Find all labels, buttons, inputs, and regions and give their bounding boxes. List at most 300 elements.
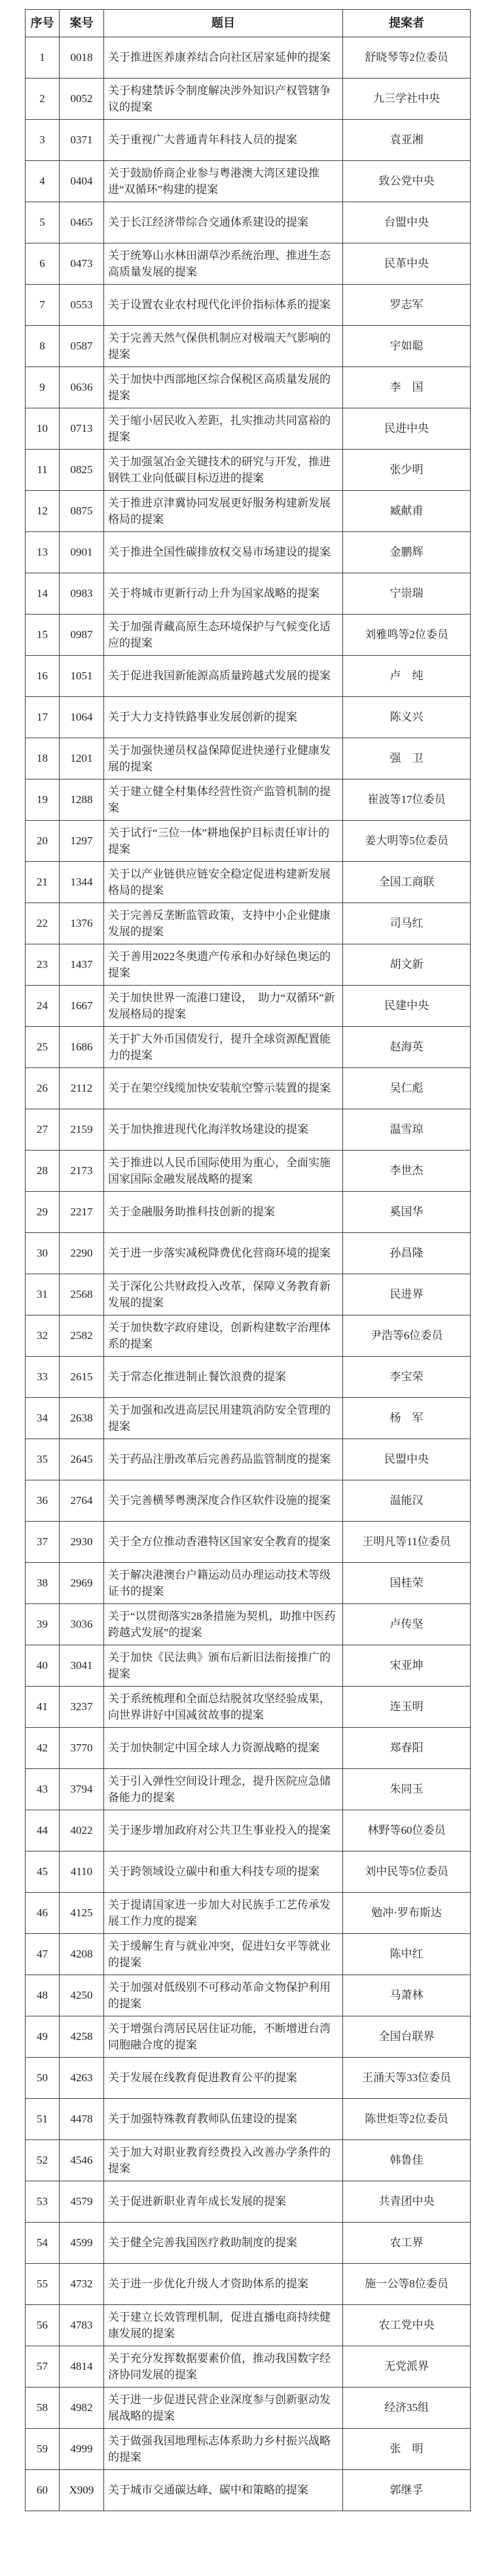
proposer-cell: 舒晓琴等2位委员 [343, 37, 471, 79]
proposer-cell: 宇如聪 [343, 326, 471, 367]
row-index-cell: 25 [26, 1027, 60, 1068]
proposer-cell: 温能汉 [343, 1480, 471, 1522]
proposal-title-cell: 关于全方位推动香港特区国家安全教育的提案 [104, 1522, 343, 1563]
case-number-cell: 2930 [60, 1522, 104, 1563]
table-row [26, 1522, 471, 1563]
proposer-cell: 张少明 [343, 450, 471, 491]
row-index-cell: 23 [26, 944, 60, 986]
row-index-cell: 8 [26, 326, 60, 367]
case-number-cell: 0371 [60, 120, 104, 161]
table-row [26, 1769, 471, 1810]
case-number-cell: 0465 [60, 202, 104, 243]
proposal-title-cell: 关于统筹山水林田湖草沙系统治理、推进生态高质量发展的提案 [104, 243, 343, 285]
proposal-title-cell: 关于促进我国新能源高质量跨越式发展的提案 [104, 656, 343, 697]
proposer-cell: 宋亚坤 [343, 1645, 471, 1687]
proposal-title-cell: 关于跨领域设立碳中和重大科技专项的提案 [104, 1851, 343, 1893]
proposer-cell: 民进界 [343, 1274, 471, 1315]
table-row [26, 2223, 471, 2264]
table-row [26, 367, 471, 408]
proposer-cell: 吴仁彪 [343, 1068, 471, 1109]
table-row [26, 862, 471, 903]
case-number-cell: 4783 [60, 2305, 104, 2346]
proposal-title-cell: 关于长江经济带综合交通体系建设的提案 [104, 202, 343, 243]
header-case-number: 案号 [60, 10, 104, 37]
proposal-title-cell: 关于加强快递员权益保障促进快递行业健康发展的提案 [104, 738, 343, 779]
row-index-cell: 32 [26, 1315, 60, 1357]
proposal-title-cell: 关于加强青藏高原生态环境保护与气候变化适应的提案 [104, 615, 343, 656]
proposal-title-cell: 关于加快推进现代化海洋牧场建设的提案 [104, 1109, 343, 1151]
row-index-cell: 60 [26, 2470, 60, 2511]
row-index-cell: 48 [26, 1975, 60, 2016]
row-index-cell: 22 [26, 903, 60, 944]
row-index-cell: 17 [26, 697, 60, 738]
case-number-cell: 2582 [60, 1315, 104, 1357]
proposer-cell: 陈世炬等2位委员 [343, 2099, 471, 2140]
row-index-cell: 44 [26, 1810, 60, 1851]
case-number-cell: 0987 [60, 615, 104, 656]
row-index-cell: 37 [26, 1522, 60, 1563]
proposer-cell: 勉冲·罗布斯达 [343, 1893, 471, 1934]
table-row [26, 450, 471, 491]
proposer-cell: 卢 纯 [343, 656, 471, 697]
proposer-cell: 民建中央 [343, 986, 471, 1027]
proposal-title-cell: 关于推进医养康养结合向社区居家延伸的提案 [104, 37, 343, 79]
table-row [26, 2264, 471, 2305]
row-index-cell: 7 [26, 285, 60, 326]
case-number-cell: 4732 [60, 2264, 104, 2305]
row-index-cell: 4 [26, 161, 60, 202]
proposal-title-cell: 关于系统梳理和全面总结脱贫攻坚经验成果，向世界讲好中国减贫故事的提案 [104, 1687, 343, 1728]
case-number-cell: 4982 [60, 2388, 104, 2429]
proposer-cell: 郭继孚 [343, 2470, 471, 2511]
proposal-title-cell: 关于构建禁诉令制度解决涉外知识产权管辖争议的提案 [104, 79, 343, 120]
proposal-title-cell: 关于进一步优化升级人才资助体系的提案 [104, 2264, 343, 2305]
proposer-cell: 民进中央 [343, 408, 471, 450]
row-index-cell: 56 [26, 2305, 60, 2346]
case-number-cell: 0553 [60, 285, 104, 326]
case-number-cell: 1344 [60, 862, 104, 903]
proposer-cell: 李 国 [343, 367, 471, 408]
table-row [26, 2346, 471, 2388]
proposal-title-cell: 关于加强对低级别不可移动革命文物保护利用的提案 [104, 1975, 343, 2016]
table-row [26, 1439, 471, 1480]
case-number-cell: 4208 [60, 1934, 104, 1975]
table-row [26, 1851, 471, 1893]
row-index-cell: 2 [26, 79, 60, 120]
proposer-cell: 刘中民等5位委员 [343, 1851, 471, 1893]
proposer-cell: 农工界 [343, 2223, 471, 2264]
proposal-title-cell: 关于加强和改进高层民用建筑消防安全管理的提案 [104, 1398, 343, 1439]
proposer-cell: 孙昌隆 [343, 1233, 471, 1274]
case-number-cell: 2764 [60, 1480, 104, 1522]
case-number-cell: 0636 [60, 367, 104, 408]
table-row [26, 656, 471, 697]
table-row [26, 2099, 471, 2140]
row-index-cell: 40 [26, 1645, 60, 1687]
proposal-title-cell: 关于进一步促进民营企业深度参与创新驱动发展战略的提案 [104, 2388, 343, 2429]
proposal-title-cell: 关于加快《民法典》颁布后新旧法衔接推广的提案 [104, 1645, 343, 1687]
proposal-title-cell: 关于以产业链供应链安全稳定促进构建新发展格局的提案 [104, 862, 343, 903]
table-row [26, 408, 471, 450]
row-index-cell: 9 [26, 367, 60, 408]
proposal-title-cell: 关于大力支持铁路事业发展创新的提案 [104, 697, 343, 738]
case-number-cell: 2290 [60, 1233, 104, 1274]
proposal-title-cell: 关于发展在线教育促进教育公平的提案 [104, 2058, 343, 2099]
row-index-cell: 47 [26, 1934, 60, 1975]
case-number-cell: 2159 [60, 1109, 104, 1151]
table-row [26, 2016, 471, 2058]
row-index-cell: 27 [26, 1109, 60, 1151]
row-index-cell: 54 [26, 2223, 60, 2264]
proposal-title-cell: 关于善用2022冬奥遗产传承和办好绿色奥运的提案 [104, 944, 343, 986]
row-index-cell: 41 [26, 1687, 60, 1728]
case-number-cell: 4579 [60, 2181, 104, 2223]
row-index-cell: 46 [26, 1893, 60, 1934]
table-row [26, 2388, 471, 2429]
header-title: 题目 [104, 10, 343, 37]
proposer-cell: 经济35组 [343, 2388, 471, 2429]
case-number-cell: 2217 [60, 1192, 104, 1233]
proposal-title-cell: 关于城市交通碳达峰、碳中和策略的提案 [104, 2470, 343, 2511]
proposer-cell: 王明凡等11位委员 [343, 1522, 471, 1563]
case-number-cell: 0018 [60, 37, 104, 79]
table-row [26, 1398, 471, 1439]
proposer-cell: 连玉明 [343, 1687, 471, 1728]
proposal-title-cell: 关于金融服务助推科技创新的提案 [104, 1192, 343, 1233]
header-index: 序号 [26, 10, 60, 37]
proposer-cell: 陈义兴 [343, 697, 471, 738]
row-index-cell: 15 [26, 615, 60, 656]
table-row [26, 2058, 471, 2099]
row-index-cell: 58 [26, 2388, 60, 2429]
table-row [26, 1810, 471, 1851]
case-number-cell: 4125 [60, 1893, 104, 1934]
proposer-cell: 九三学社中央 [343, 79, 471, 120]
proposer-cell: 司马红 [343, 903, 471, 944]
row-index-cell: 34 [26, 1398, 60, 1439]
proposer-cell: 无党派界 [343, 2346, 471, 2388]
table-row [26, 1233, 471, 1274]
table-row [26, 1480, 471, 1522]
case-number-cell: 1376 [60, 903, 104, 944]
proposer-cell: 全国台联界 [343, 2016, 471, 2058]
proposer-cell: 胡文新 [343, 944, 471, 986]
row-index-cell: 28 [26, 1151, 60, 1192]
proposal-title-cell: 关于将城市更新行动上升为国家战略的提案 [104, 573, 343, 615]
table-row [26, 1975, 471, 2016]
proposal-title-cell: 关于加快数字政府建设，创新构建数字治理体系的提案 [104, 1315, 343, 1357]
proposer-cell: 民盟中央 [343, 1439, 471, 1480]
proposal-title-cell: 关于进一步落实减税降费优化营商环境的提案 [104, 1233, 343, 1274]
table-row [26, 1934, 471, 1975]
proposer-cell: 强 卫 [343, 738, 471, 779]
proposal-title-cell: 关于解决港澳台户籍运动员办理运动技术等级证书的提案 [104, 1563, 343, 1604]
proposal-title-cell: 关于扩大外币国债发行，提升全球资源配置能力的提案 [104, 1027, 343, 1068]
case-number-cell: 0901 [60, 532, 104, 573]
proposal-title-cell: 关于加快中西部地区综合保税区高质量发展的提案 [104, 367, 343, 408]
case-number-cell: 0404 [60, 161, 104, 202]
row-index-cell: 5 [26, 202, 60, 243]
row-index-cell: 39 [26, 1604, 60, 1645]
proposal-title-cell: 关于建立长效管理机制，促进直播电商持续健康发展的提案 [104, 2305, 343, 2346]
proposal-title-cell: 关于建立健全村集体经营性资产监管机制的提案 [104, 779, 343, 821]
proposer-cell: 张 明 [343, 2429, 471, 2470]
proposer-cell: 温雪琼 [343, 1109, 471, 1151]
case-number-cell: 4599 [60, 2223, 104, 2264]
table-row [26, 491, 471, 532]
row-index-cell: 55 [26, 2264, 60, 2305]
case-number-cell: 0825 [60, 450, 104, 491]
row-index-cell: 53 [26, 2181, 60, 2223]
proposer-cell: 金鹏辉 [343, 532, 471, 573]
row-index-cell: 10 [26, 408, 60, 450]
proposal-title-cell: 关于推进以人民币国际使用为重心，全面实施国家国际金融发展战略的提案 [104, 1151, 343, 1192]
row-index-cell: 50 [26, 2058, 60, 2099]
table-row [26, 697, 471, 738]
table-row [26, 1274, 471, 1315]
table-row [26, 1728, 471, 1769]
proposal-title-cell: 关于做强我国地理标志体系助力乡村振兴战略的提案 [104, 2429, 343, 2470]
proposal-title-cell: 关于健全完善我国医疗救助制度的提案 [104, 2223, 343, 2264]
case-number-cell: 2112 [60, 1068, 104, 1109]
case-number-cell: 4814 [60, 2346, 104, 2388]
proposal-title-cell: 关于试行“三位一体”耕地保护目标责任审计的提案 [104, 821, 343, 862]
proposer-cell: 杨 军 [343, 1398, 471, 1439]
proposal-title-cell: 关于在架空线缆加快安装航空警示装置的提案 [104, 1068, 343, 1109]
row-index-cell: 13 [26, 532, 60, 573]
table-row [26, 2470, 471, 2511]
proposer-cell: 郑春阳 [343, 1728, 471, 1769]
proposer-cell: 朱同玉 [343, 1769, 471, 1810]
case-number-cell: 2173 [60, 1151, 104, 1192]
row-index-cell: 6 [26, 243, 60, 285]
case-number-cell: 1051 [60, 656, 104, 697]
row-index-cell: 51 [26, 2099, 60, 2140]
table-row [26, 821, 471, 862]
case-number-cell: 4022 [60, 1810, 104, 1851]
case-number-cell: 3036 [60, 1604, 104, 1645]
case-number-cell: 4263 [60, 2058, 104, 2099]
proposer-cell: 台盟中央 [343, 202, 471, 243]
case-number-cell: 3794 [60, 1769, 104, 1810]
proposer-cell: 袁亚湘 [343, 120, 471, 161]
proposal-title-cell: 关于充分发挥数据要素价值，推动我国数字经济协同发展的提案 [104, 2346, 343, 2388]
case-number-cell: X909 [60, 2470, 104, 2511]
row-index-cell: 30 [26, 1233, 60, 1274]
table-row [26, 573, 471, 615]
case-number-cell: 0587 [60, 326, 104, 367]
proposal-title-cell: 关于完善横琴粤澳深度合作区软件设施的提案 [104, 1480, 343, 1522]
case-number-cell: 3041 [60, 1645, 104, 1687]
case-number-cell: 2645 [60, 1439, 104, 1480]
row-index-cell: 35 [26, 1439, 60, 1480]
row-index-cell: 19 [26, 779, 60, 821]
proposer-cell: 陈中红 [343, 1934, 471, 1975]
proposer-cell: 韩鲁佳 [343, 2140, 471, 2181]
proposal-title-cell: 关于逐步增加政府对公共卫生事业投入的提案 [104, 1810, 343, 1851]
row-index-cell: 42 [26, 1728, 60, 1769]
proposer-cell: 臧献甫 [343, 491, 471, 532]
table-row [26, 1563, 471, 1604]
table-row [26, 1687, 471, 1728]
proposal-title-cell: 关于增强台湾居民居住证功能，不断增进台湾同胞融合度的提案 [104, 2016, 343, 2058]
proposer-cell: 农工党中央 [343, 2305, 471, 2346]
case-number-cell: 4250 [60, 1975, 104, 2016]
proposer-cell: 宁崇瑞 [343, 573, 471, 615]
proposal-title-cell: 关于加快制定中国全球人力资源战略的提案 [104, 1728, 343, 1769]
row-index-cell: 24 [26, 986, 60, 1027]
table-row [26, 1645, 471, 1687]
proposal-title-cell: 关于推进全国性碳排放权交易市场建设的提案 [104, 532, 343, 573]
proposer-cell: 卢传坚 [343, 1604, 471, 1645]
proposer-cell: 尹浩等6位委员 [343, 1315, 471, 1357]
proposal-title-cell: 关于完善天然气保供机制应对极端天气影响的提案 [104, 326, 343, 367]
case-number-cell: 1437 [60, 944, 104, 986]
row-index-cell: 49 [26, 2016, 60, 2058]
case-number-cell: 2969 [60, 1563, 104, 1604]
proposal-title-cell: 关于加强特殊教育教师队伍建设的提案 [104, 2099, 343, 2140]
row-index-cell: 1 [26, 37, 60, 79]
proposal-title-cell: 关于引入弹性空间设计理念，提升医院应急储备能力的提案 [104, 1769, 343, 1810]
table-header-row [26, 10, 471, 37]
case-number-cell: 0473 [60, 243, 104, 285]
table-row [26, 326, 471, 367]
proposal-title-cell: 关于加强氢冶金关键技术的研究与开发，推进钢铁工业向低碳目标迈进的提案 [104, 450, 343, 491]
proposer-cell: 施一公等8位委员 [343, 2264, 471, 2305]
row-index-cell: 29 [26, 1192, 60, 1233]
row-index-cell: 43 [26, 1769, 60, 1810]
row-index-cell: 57 [26, 2346, 60, 2388]
case-number-cell: 1297 [60, 821, 104, 862]
proposal-title-cell: 关于“以贯彻落实28条措施为契机，助推中医药跨越式发展”的提案 [104, 1604, 343, 1645]
proposer-cell: 奚国华 [343, 1192, 471, 1233]
table-row [26, 2181, 471, 2223]
proposer-cell: 罗志军 [343, 285, 471, 326]
table-row [26, 285, 471, 326]
case-number-cell: 4546 [60, 2140, 104, 2181]
proposal-title-cell: 关于加大对职业教育经费投入改善办学条件的提案 [104, 2140, 343, 2181]
proposal-title-cell: 关于提请国家进一步加大对民族手工艺传承发展工作力度的提案 [104, 1893, 343, 1934]
proposer-cell: 王涌天等33位委员 [343, 2058, 471, 2099]
table-row [26, 202, 471, 243]
table-row [26, 1893, 471, 1934]
table-row [26, 2305, 471, 2346]
case-number-cell: 1064 [60, 697, 104, 738]
case-number-cell: 1686 [60, 1027, 104, 1068]
row-index-cell: 52 [26, 2140, 60, 2181]
case-number-cell: 4999 [60, 2429, 104, 2470]
row-index-cell: 31 [26, 1274, 60, 1315]
proposer-cell: 崔波等17位委员 [343, 779, 471, 821]
case-number-cell: 2568 [60, 1274, 104, 1315]
row-index-cell: 18 [26, 738, 60, 779]
row-index-cell: 38 [26, 1563, 60, 1604]
proposer-cell: 刘雅鸣等2位委员 [343, 615, 471, 656]
proposal-title-cell: 关于药品注册改革后完善药品监管制度的提案 [104, 1439, 343, 1480]
proposal-title-cell: 关于设置农业农村现代化评价指标体系的提案 [104, 285, 343, 326]
table-row [26, 2140, 471, 2181]
case-number-cell: 4478 [60, 2099, 104, 2140]
proposer-cell: 李世杰 [343, 1151, 471, 1192]
table-row [26, 1068, 471, 1109]
table-row [26, 1151, 471, 1192]
row-index-cell: 26 [26, 1068, 60, 1109]
table-row [26, 161, 471, 202]
proposal-title-cell: 关于加快世界一流港口建设， 助力“双循环”新发展格局的提案 [104, 986, 343, 1027]
proposer-cell: 李宝荣 [343, 1357, 471, 1398]
case-number-cell: 0052 [60, 79, 104, 120]
table-row [26, 779, 471, 821]
table-row [26, 120, 471, 161]
row-index-cell: 20 [26, 821, 60, 862]
case-number-cell: 4110 [60, 1851, 104, 1893]
row-index-cell: 21 [26, 862, 60, 903]
proposer-cell: 全国工商联 [343, 862, 471, 903]
case-number-cell: 1201 [60, 738, 104, 779]
case-number-cell: 4258 [60, 2016, 104, 2058]
case-number-cell: 3237 [60, 1687, 104, 1728]
proposal-title-cell: 关于缩小居民收入差距，扎实推动共同富裕的提案 [104, 408, 343, 450]
table-row [26, 1192, 471, 1233]
case-number-cell: 0875 [60, 491, 104, 532]
row-index-cell: 59 [26, 2429, 60, 2470]
header-proposer: 提案者 [343, 10, 471, 37]
proposer-cell: 致公党中央 [343, 161, 471, 202]
case-number-cell: 0713 [60, 408, 104, 450]
proposer-cell: 国桂荣 [343, 1563, 471, 1604]
table-row [26, 1357, 471, 1398]
table-row [26, 903, 471, 944]
table-row [26, 79, 471, 120]
proposer-cell: 马萧林 [343, 1975, 471, 2016]
proposal-title-cell: 关于鼓励侨商企业参与粤港澳大湾区建设推进“双循环”构建的提案 [104, 161, 343, 202]
table-row [26, 1027, 471, 1068]
table-row [26, 2429, 471, 2470]
case-number-cell: 3770 [60, 1728, 104, 1769]
table-row [26, 532, 471, 573]
proposal-title-cell: 关于推进京津冀协同发展更好服务构建新发展格局的提案 [104, 491, 343, 532]
proposal-table [25, 9, 471, 2511]
table-row [26, 1315, 471, 1357]
table-row [26, 615, 471, 656]
proposal-title-cell: 关于缓解生育与就业冲突，促进妇女平等就业的提案 [104, 1934, 343, 1975]
row-index-cell: 45 [26, 1851, 60, 1893]
case-number-cell: 2638 [60, 1398, 104, 1439]
table-row [26, 738, 471, 779]
table-row [26, 37, 471, 79]
case-number-cell: 1667 [60, 986, 104, 1027]
proposal-title-cell: 关于深化公共财政投入改革，保障义务教育新发展的提案 [104, 1274, 343, 1315]
row-index-cell: 36 [26, 1480, 60, 1522]
table-row [26, 243, 471, 285]
proposer-cell: 民革中央 [343, 243, 471, 285]
row-index-cell: 11 [26, 450, 60, 491]
proposer-cell: 赵海英 [343, 1027, 471, 1068]
proposal-title-cell: 关于重视广大普通青年科技人员的提案 [104, 120, 343, 161]
case-number-cell: 0983 [60, 573, 104, 615]
table-row [26, 1109, 471, 1151]
row-index-cell: 14 [26, 573, 60, 615]
row-index-cell: 33 [26, 1357, 60, 1398]
proposer-cell: 林野等60位委员 [343, 1810, 471, 1851]
case-number-cell: 1288 [60, 779, 104, 821]
proposal-title-cell: 关于促进新职业青年成长发展的提案 [104, 2181, 343, 2223]
case-number-cell: 2615 [60, 1357, 104, 1398]
proposer-cell: 共青团中央 [343, 2181, 471, 2223]
table-row [26, 986, 471, 1027]
table-row [26, 1604, 471, 1645]
proposal-title-cell: 关于常态化推进制止餐饮浪费的提案 [104, 1357, 343, 1398]
